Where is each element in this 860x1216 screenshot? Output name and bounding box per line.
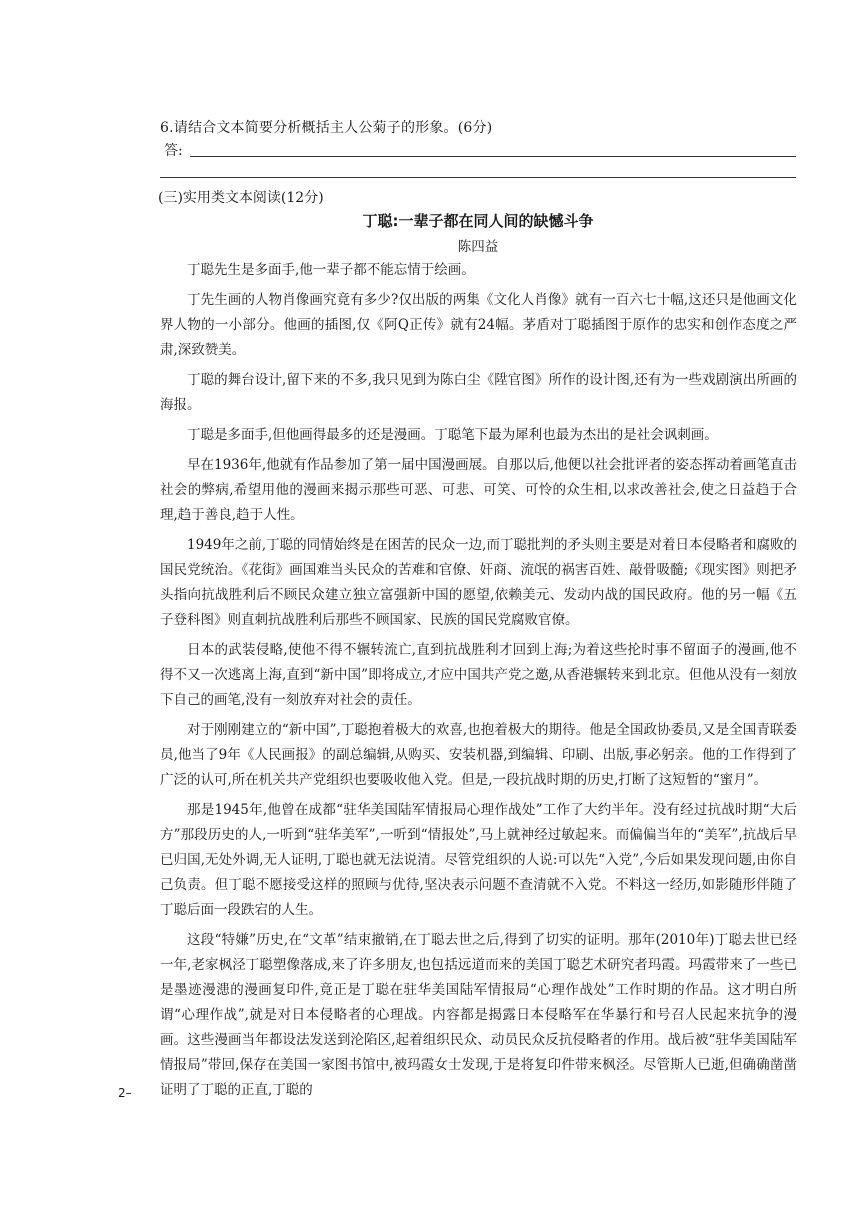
- paragraph: 丁聪是多面手,但他画得最多的还是漫画。丁聪笔下最为犀利也最为杰出的是社会讽刺画。: [187, 427, 718, 443]
- paragraph: 早在1936年,他就有作品参加了第一届中国漫画展。自那以后,他便以社会批评者的姿态挥动着画笔直击社会的弊病,希望用他的漫画来揭示那些可恶、可悲、可笑、可怜的众生相,以求改善社会,使之日益趋于合理,趋于善良,趋于人性。: [160, 457, 797, 523]
- paragraph: 那是1945年,他曾在成都“驻华美国陆军情报局心理作战处”工作了大约半年。没有经过抗战时期“大后方”那段历史的人,一听到“驻华美军”,一听到“情报处”,马上就神经过敏起来。而偏偏当年的“美军”,抗战后早已归国,无处外调,无人证明,丁聪也就无法说清。尽管党组织的人说:可以先“入党”,今后如果发现问题,由你自己负责。但丁聪不愿接受这样的照顾与优待,坚决表示问题不查清就不入党。不料这一经历,如影随形伴随了丁聪后面一段跌宕的人生。: [160, 802, 797, 918]
- paragraph: 丁聪的舞台设计,留下来的不多,我只见到为陈白尘《陞官图》所作的设计图,还有为一些戏剧演出所画的海报。: [160, 372, 797, 413]
- answer-label: 答:: [164, 143, 183, 159]
- paragraph: 丁聪先生是多面手,他一辈子都不能忘情于绘画。: [187, 262, 475, 278]
- section-title: (三)实用类文本阅读(12分): [158, 190, 324, 206]
- paragraph: 丁先生画的人物肖像画究竟有多少?仅出版的两集《文化人肖像》就有一百六七十幅,这还只是他画文化界人物的一小部分。他画的插图,仅《阿Q正传》就有24幅。茅盾对丁聪插图于原作的忠实和创作态度之严肃,深致赞美。: [160, 292, 797, 358]
- answer-line[interactable]: [160, 140, 796, 160]
- article-title: 丁聪:一辈子都在同人间的缺憾斗争: [362, 212, 594, 230]
- answer-rule-1: [190, 156, 796, 157]
- paragraph: 这段“特嫌”历史,在“文革”结束撤销,在丁聪去世之后,得到了切实的证明。那年(2010年)丁聪去世已经一年,老家枫泾丁聪塑像落成,来了许多朋友,也包括远道而来的美国丁聪艺术研究者玛霞。玛霞带来了一些已是墨迹漫漶的漫画复印件,竟正是丁聪在驻华美国陆军情报局“心理作战处”工作时期的作品。这才明白所谓“心理作战”,就是对日本侵略者的心理战。内容都是揭露日本侵略军在华暴行和号召人民起来抗争的漫画。这些漫画当年都设法发送到沦陷区,起着组织民众、动员民众反抗侵略者的作用。战后被“驻华美国陆军情报局”带回,保存在美国一家图书馆中,被玛霞女士发现,于是将复印件带来枫泾。尽管斯人已逝,但确确凿凿证明了丁聪的正直,丁聪的: [160, 932, 797, 1098]
- article-body: [160, 258, 797, 1108]
- paragraph: 对于刚刚建立的“新中国”,丁聪抱着极大的欢喜,也抱着极大的期待。他是全国政协委员,又是全国青联委员,他当了9年《人民画报》的副总编辑,从购买、安装机器,到编辑、印刷、出版,事必躬亲。他的工作得到了广泛的认可,所在机关共产党组织也要吸收他入党。但是,一段抗战时期的历史,打断了这短暂的“蜜月”。: [160, 722, 797, 788]
- answer-rule-2[interactable]: [160, 177, 796, 178]
- paragraph: 日本的武装侵略,使他不得不辗转流亡,直到抗战胜利才回到上海;为着这些抡时事不留面子的漫画,他不得不又一次逃离上海,直到“新中国”即将成立,才应中国共产党之邀,从香港辗转来到北京。但他从没有一刻放下自己的画笔,没有一刻放弃对社会的责任。: [160, 642, 797, 708]
- page-number: 2–: [118, 1086, 132, 1100]
- paragraph: 1949年之前,丁聪的同情始终是在困苦的民众一边,而丁聪批判的矛头则主要是对着日本侵略者和腐败的国民党统治。《花街》画国难当头民众的苦难和官僚、奸商、流氓的祸害百姓、敲骨吸髓;《现实图》则把矛头指向抗战胜利后不顾民众建立独立富强新中国的愿望,依赖美元、发动内战的国民政府。他的另一幅《五子登科图》则直刺抗战胜利后那些不顾国家、民族的国民党腐败官僚。: [160, 537, 797, 628]
- article-author: 陈四益: [457, 239, 499, 255]
- question-6-text: 6.请结合文本简要分析概括主人公菊子的形象。(6分): [160, 120, 493, 136]
